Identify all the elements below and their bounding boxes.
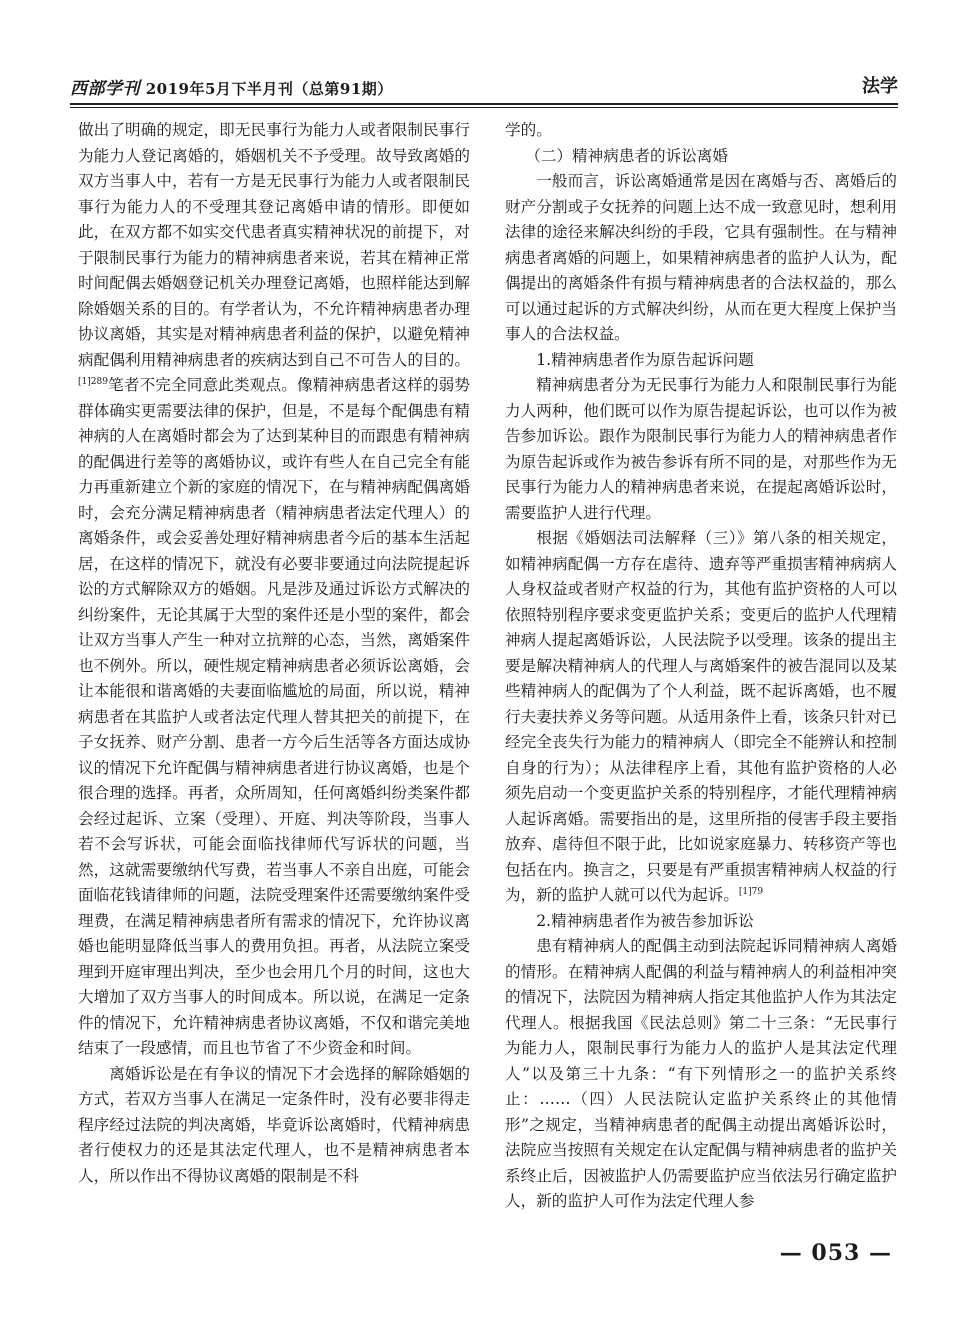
paragraph: 根据《婚姻法司法解释（三）》第八条的相关规定，如精神病配偶一方存在虐待、遗弃等严重损害精神病病人人身权益或者财产权益的行为，其他有监护资格的人可以依照特别程序要求变更监护关系；变更后的监护人代理精神病人提起离婚诉讼，人民法院予以受理。该条的提出主要是解决精神病人的代理人与离婚案件的被告混同以及某些精神病人的配偶为了个人利益，既不起诉离婚，也不履行夫妻扶养义务等问题。从适用条件上看，该条只针对已经完全丧失行为能力的精神病人（即完全不能辨认和控制自身的行为）；从法律程序上看，其他有监护资格的人必须先启动一个变更监护关系的特别程序，才能代理精神病人起诉离婚。需要指出的是，这里所指的侵害手段主要指放弃、虐待但不限于此，比如说家庭暴力、转移资产等也包括在内。换言之，只要是有严重损害精神病人权益的行为，新的监护人就可以代为起诉。$^{[1]79}$ (505, 529, 897, 904)
paragraph: 患有精神病人的配偶主动到法院起诉同精神病人离婚的情形。在精神病人配偶的利益与精神病人的利益相冲突的情况下，法院因为精神病人指定其他监护人作为其法定代理人。根据我国《民法总则》第二十三条：“无民事行为能力人，限制民事行为能力人的监护人是其法定代理人”以及第三十九条：“有下列情形之一的监护关系终止：……（四）人民法院认定监护关系终止的其他情形”之规定，当精神病患者的配偶主动提出离婚诉讼时，法院应当按照有关规定在认定配偶与精神病患者的监护关系终止后，因被监护人仍需要监护应当依法另行确定监护人，新的监护人可作为法定代理人参 (505, 937, 897, 1210)
citation: [1]289 (78, 376, 108, 387)
journal-issue: 2019年5月下半月刊（总第91期） (145, 80, 393, 98)
page-header (70, 72, 898, 100)
paragraph: 离婚诉讼是在有争议的情况下才会选择的解除婚姻的方式，若双方当事人在满足一定条件时，没有必要非得走程序经过法院的判决离婚，毕竟诉讼离婚时，代精神病患者行使权力的还是其法定代理人，也不是精神病患者本人，所以作出不得协议离婚的限制是不科 (78, 1064, 470, 1185)
paragraph: 精神病患者分为无民事行为能力人和限制民事行为能力人两种，他们既可以作为原告提起诉讼，也可以作为被告参加诉讼。跟作为限制民事行为能力人的精神病患者作为原告起诉或作为被告参诉有所不同的是，对那些作为无民事行为能力人的精神病患者来说，在提起离婚诉讼时，需要监护人进行代理。 (505, 376, 897, 522)
subsection-heading: 1.精神病患者作为原告起诉问题 (536, 350, 754, 369)
header-rule-thin (70, 107, 898, 108)
journal-title (70, 74, 393, 99)
section-heading: （二）精神病患者的诉讼离婚 (525, 146, 728, 165)
header-rule (70, 103, 898, 105)
journal-logo: 西部学刊 (70, 79, 140, 99)
subsection-heading: 2.精神病患者作为被告参加诉讼 (536, 911, 754, 930)
paragraph: 做出了明确的规定，即无民事行为能力人或者限制民事行为能力人登记离婚的，婚姻机关不予受理。故导致离婚的双方当事人中，若有一方是无民事行为能力人或者限制民事行为能力人的不受理其登记离婚申请的情形。即便如此，在双方都不如实交代患者真实精神状况的前提下，对于限制民事行为能力的精神病患者来说，若其在精神正常时间配偶去婚姻登记机关办理登记离婚，也照样能达到解除婚姻关系的目的。有学者认为，不允许精神病患者办理协议离婚，其实是对精神病患者利益的保护，以避免精神病配偶利用精神病患者的疾病达到自己不可告人的目的。$^{[1]289}$笔者不完全同意此类观点。像精神病患者这样的弱势群体确实更需要法律的保护，但是，不是每个配偶患有精神病的人在离婚时都会为了达到某种目的而跟患有精神病的配偶进行差等的离婚协议，或许有些人在自己完全有能力再重新建立个新的家庭的情况下，在与精神病配偶离婚时，会充分满足精神病患者（精神病患者法定代理人）的离婚条件，或会妥善处理好精神病患者今后的基本生活起居，在这样的情况下，就没有必要非要通过向法院提起诉讼的方式解除双方的婚姻。凡是涉及通过诉讼方式解决的纠纷案件，无论其属于大型的案件还是小型的案件，都会让双方当事人产生一种对立抗辩的心态，当然，离婚案件也不例外。所以，硬性规定精神病患者必须诉讼离婚，会让本能很和谐离婚的夫妻面临尴尬的局面，所以说，精神病患者在其监护人或者法定代理人替其把关的前提下，在子女抚养、财产分割、患者一方今后生活等各方面达成协议的情况下允许配偶与精神病患者进行协议离婚，也是个很合理的选择。再者，众所周知，任何离婚纠纷类案件都会经过起诉、立案（受理）、开庭、判决等阶段，当事人若不会写诉状，可能会面临找律师代写诉状的问题，当然，这就需要缴纳代写费，若当事人不亲自出庭，可能会面临花钱请律师的问题，法院受理案件还需要缴纳案件受理费，在满足精神病患者所有需求的情况下，允许协议离婚也能明显降低当事人的费用负担。再者，从法院立案受理到开庭审理出判决，至少也会用几个月的时间，这也大大增加了双方当事人的时间成本。所以说，在满足一定条件的情况下，允许精神病患者协议离婚，不仅和谐完美地结束了一段感情，而且也节省了不少资金和时间。 (78, 121, 470, 1057)
paragraph: 学的。 (505, 121, 552, 139)
page-number: — 053 — (779, 1240, 892, 1266)
section-label: 法学 (862, 76, 898, 97)
paragraph: 一般而言，诉讼离婚通常是因在离婚与否、离婚后的财产分割或子女抚养的问题上达不成一致意见时，想利用法律的途径来解决纠纷的手段，它具有强制性。在与精神病患者离婚的问题上，如果精神病患者的监护人认为，配偶提出的离婚条件有损与精神病患者的合法权益的，那么可以通过起诉的方式解决纠纷，从而在更大程度上保护当事人的合法权益。 (505, 172, 897, 343)
left-column (78, 118, 470, 1189)
right-column (505, 118, 897, 1215)
citation: [1]79 (738, 886, 764, 897)
